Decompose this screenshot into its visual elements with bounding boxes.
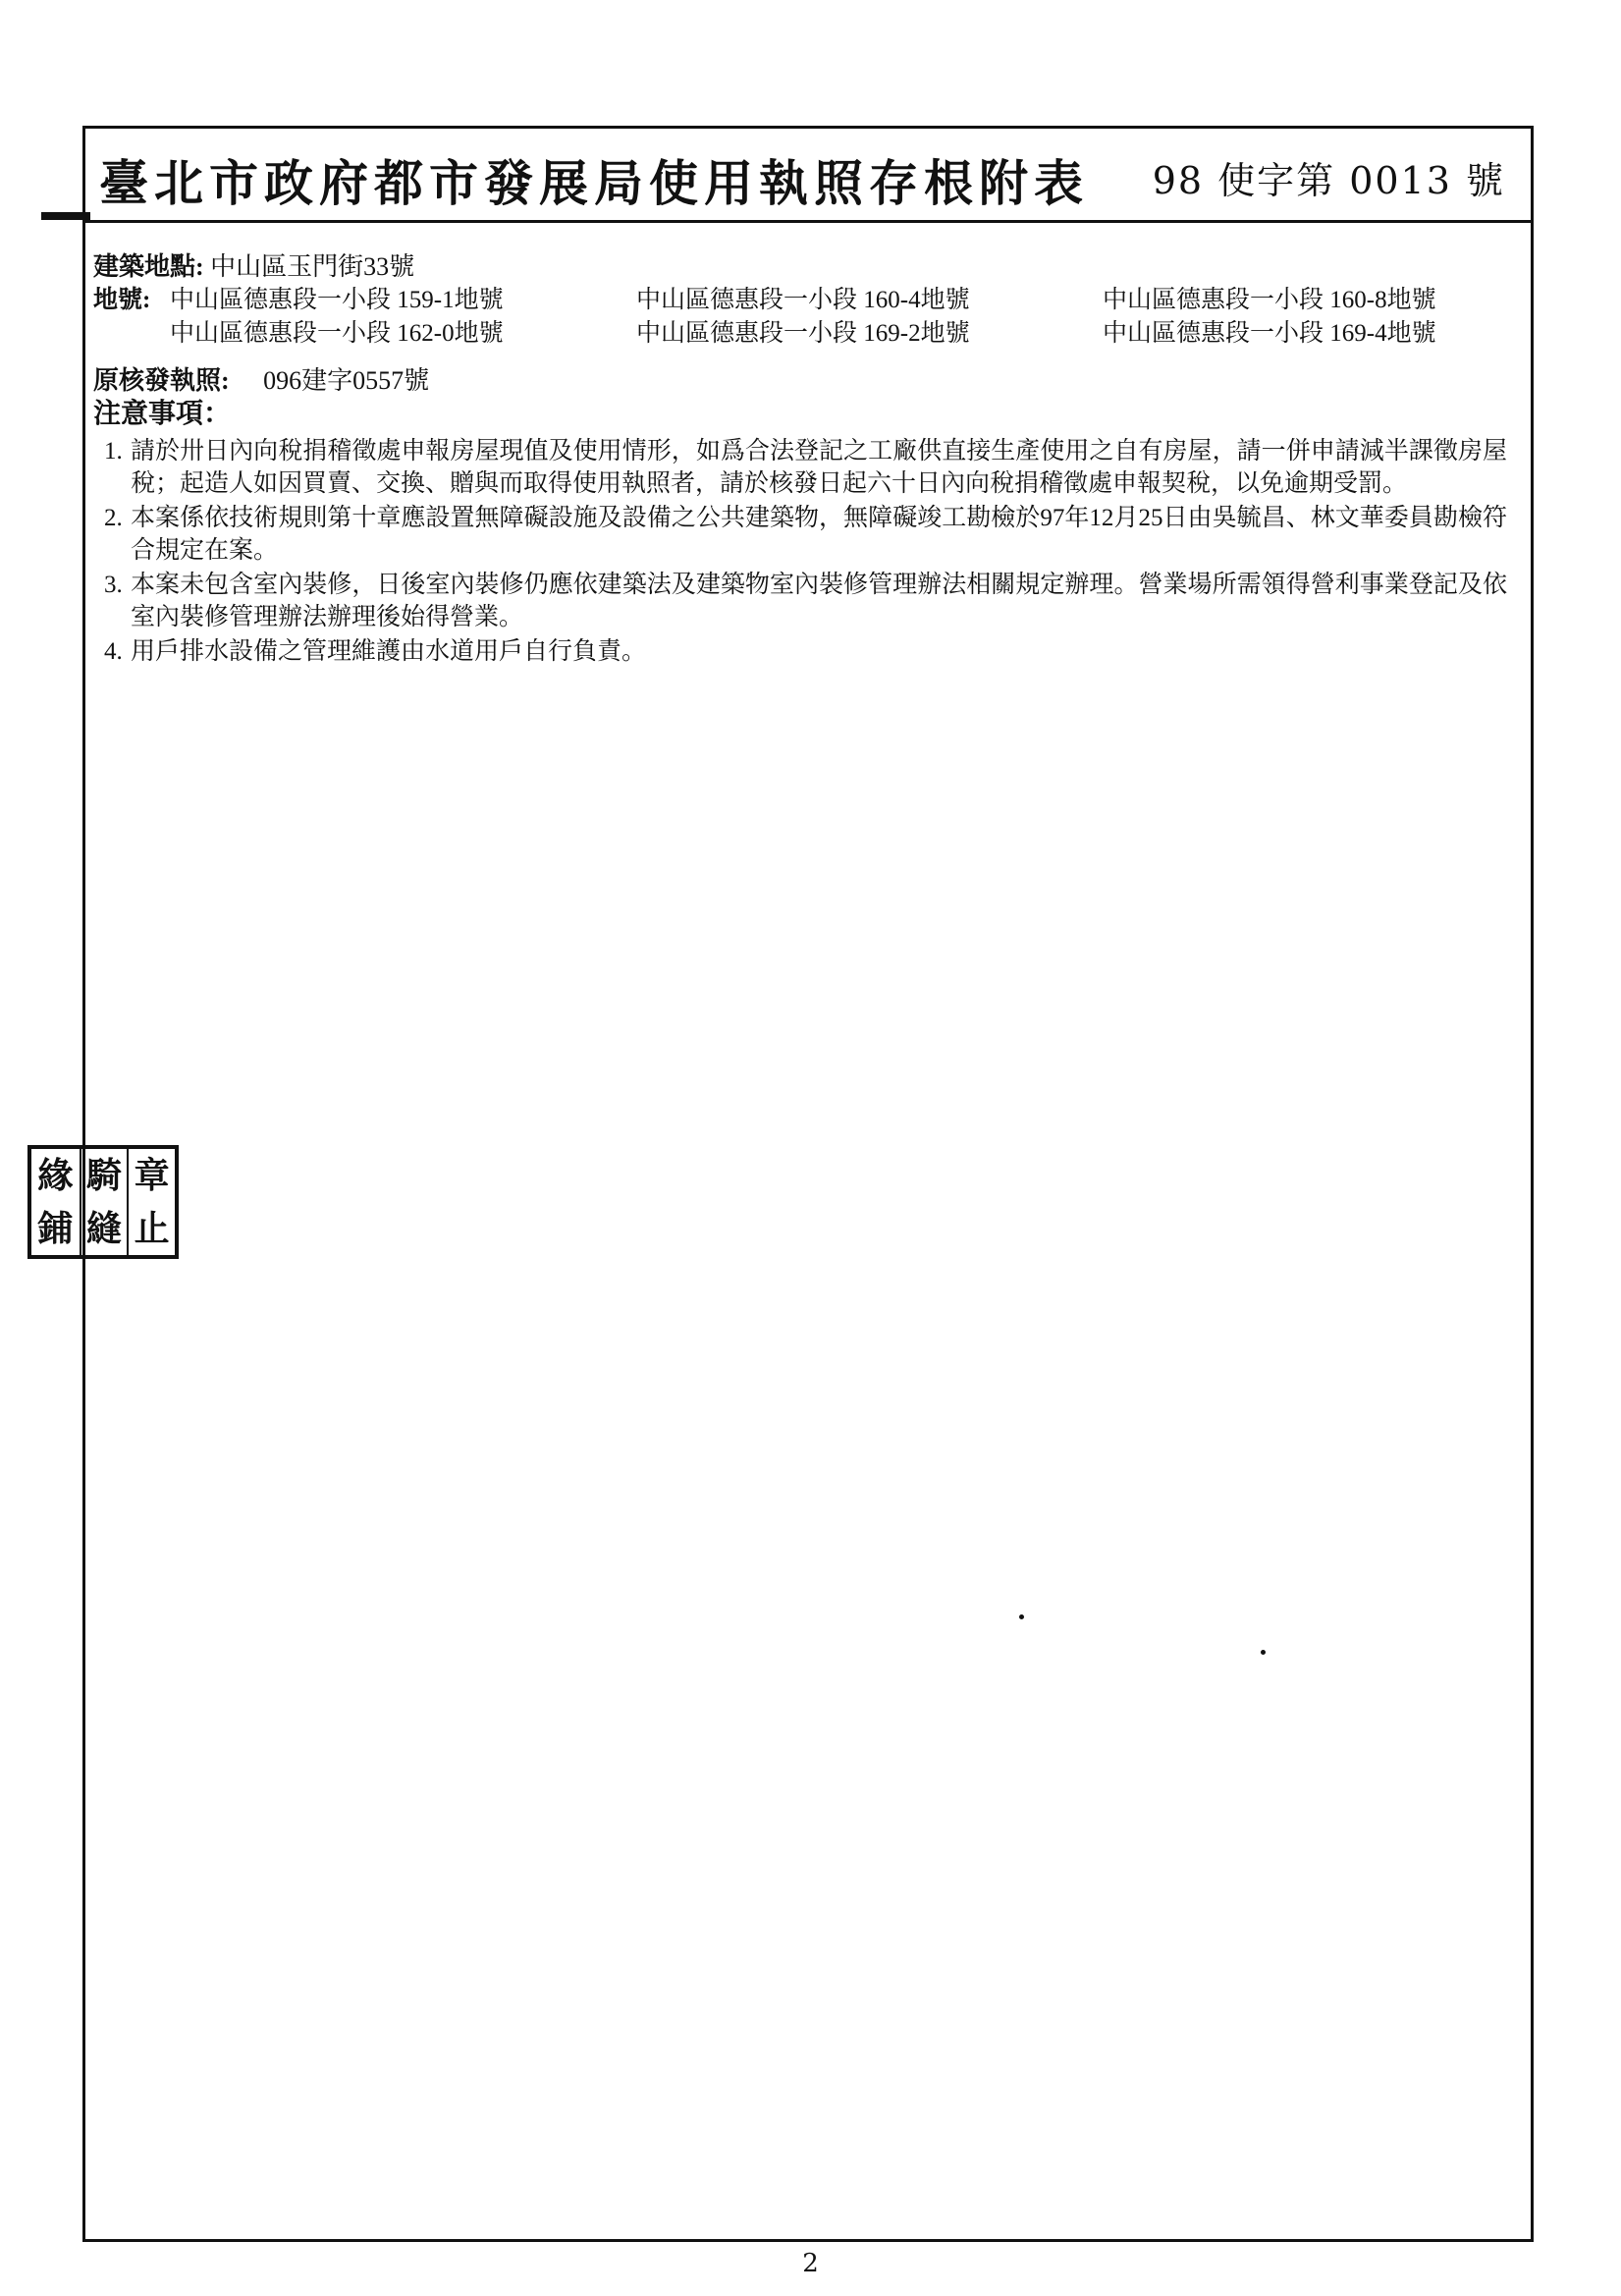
page-number: 2: [802, 2249, 819, 2278]
document-content: [93, 250, 1507, 670]
stamp-character: 章: [127, 1149, 175, 1202]
note-item: 2. 本案係依技術規則第十章應設置無障礙設施及設備之公共建築物，無障礙竣工勘檢於97年12月25日由吳毓昌、林文華委員勘檢符合規定在案。: [129, 502, 1507, 567]
notes-title: 注意事項：: [93, 399, 232, 429]
scan-speck: [1261, 1650, 1266, 1655]
stamp-character: 止: [127, 1202, 175, 1255]
permit-number: 98 使字第 0013 號: [1152, 159, 1505, 202]
lot-number-item: 中山區德惠段一小段 169-2地號: [636, 320, 970, 347]
building-site-value: 中山區玉門街33號: [210, 252, 415, 281]
document-title: 臺北市政府都市發展局使用執照存根附表: [99, 154, 1089, 212]
document-frame: [82, 126, 1534, 2242]
building-site-row: [93, 250, 1507, 284]
original-license-row: [93, 364, 1507, 398]
stamp-character: 鋪: [37, 1208, 74, 1249]
original-license-label: 原核發執照:: [93, 366, 230, 395]
lot-number-label: 地號:: [93, 287, 151, 313]
lot-number-grid: [93, 284, 1507, 351]
lot-number-item: 中山區德惠段一小段 162-0地號: [170, 320, 504, 347]
title-row: [85, 129, 1531, 223]
lot-number-item: 中山區德惠段一小段 160-8地號: [1103, 287, 1436, 313]
scan-speck: [1019, 1614, 1024, 1619]
note-item: 1. 請於卅日內向稅捐稽徵處申報房屋現值及使用情形，如爲合法登記之工廠供直接生產使用之自有房屋，請一併申請減半課徵房屋稅；起造人如因買賣、交換、贈與而取得使用執照者，請於核發日起六十日內向稅捐稽徵處申報契稅，以免逾期受罰。: [129, 435, 1507, 500]
building-site-label: 建築地點:: [93, 252, 204, 281]
stamp-character: 騎: [80, 1149, 128, 1202]
lot-number-item: 中山區德惠段一小段 159-1地號: [170, 287, 504, 313]
lot-number-item: 中山區德惠段一小段 169-4地號: [1103, 320, 1436, 347]
notes-list: [93, 435, 1507, 668]
seam-seal-stamp: [27, 1145, 179, 1259]
lot-number-item: 中山區德惠段一小段 160-4地號: [636, 287, 970, 313]
stamp-character: 縫: [80, 1202, 128, 1255]
note-item: 3. 本案未包含室內裝修，日後室內裝修仍應依建築法及建築物室內裝修管理辦法相關規定辦理。營業場所需領得營利事業登記及依室內裝修管理辦法辦理後始得營業。: [129, 569, 1507, 633]
original-license-value: 096建字0557號: [263, 366, 430, 395]
note-item: 4. 用戶排水設備之管理維護由水道用戶自行負責。: [129, 635, 1507, 668]
stamp-character: 緣: [37, 1155, 74, 1196]
